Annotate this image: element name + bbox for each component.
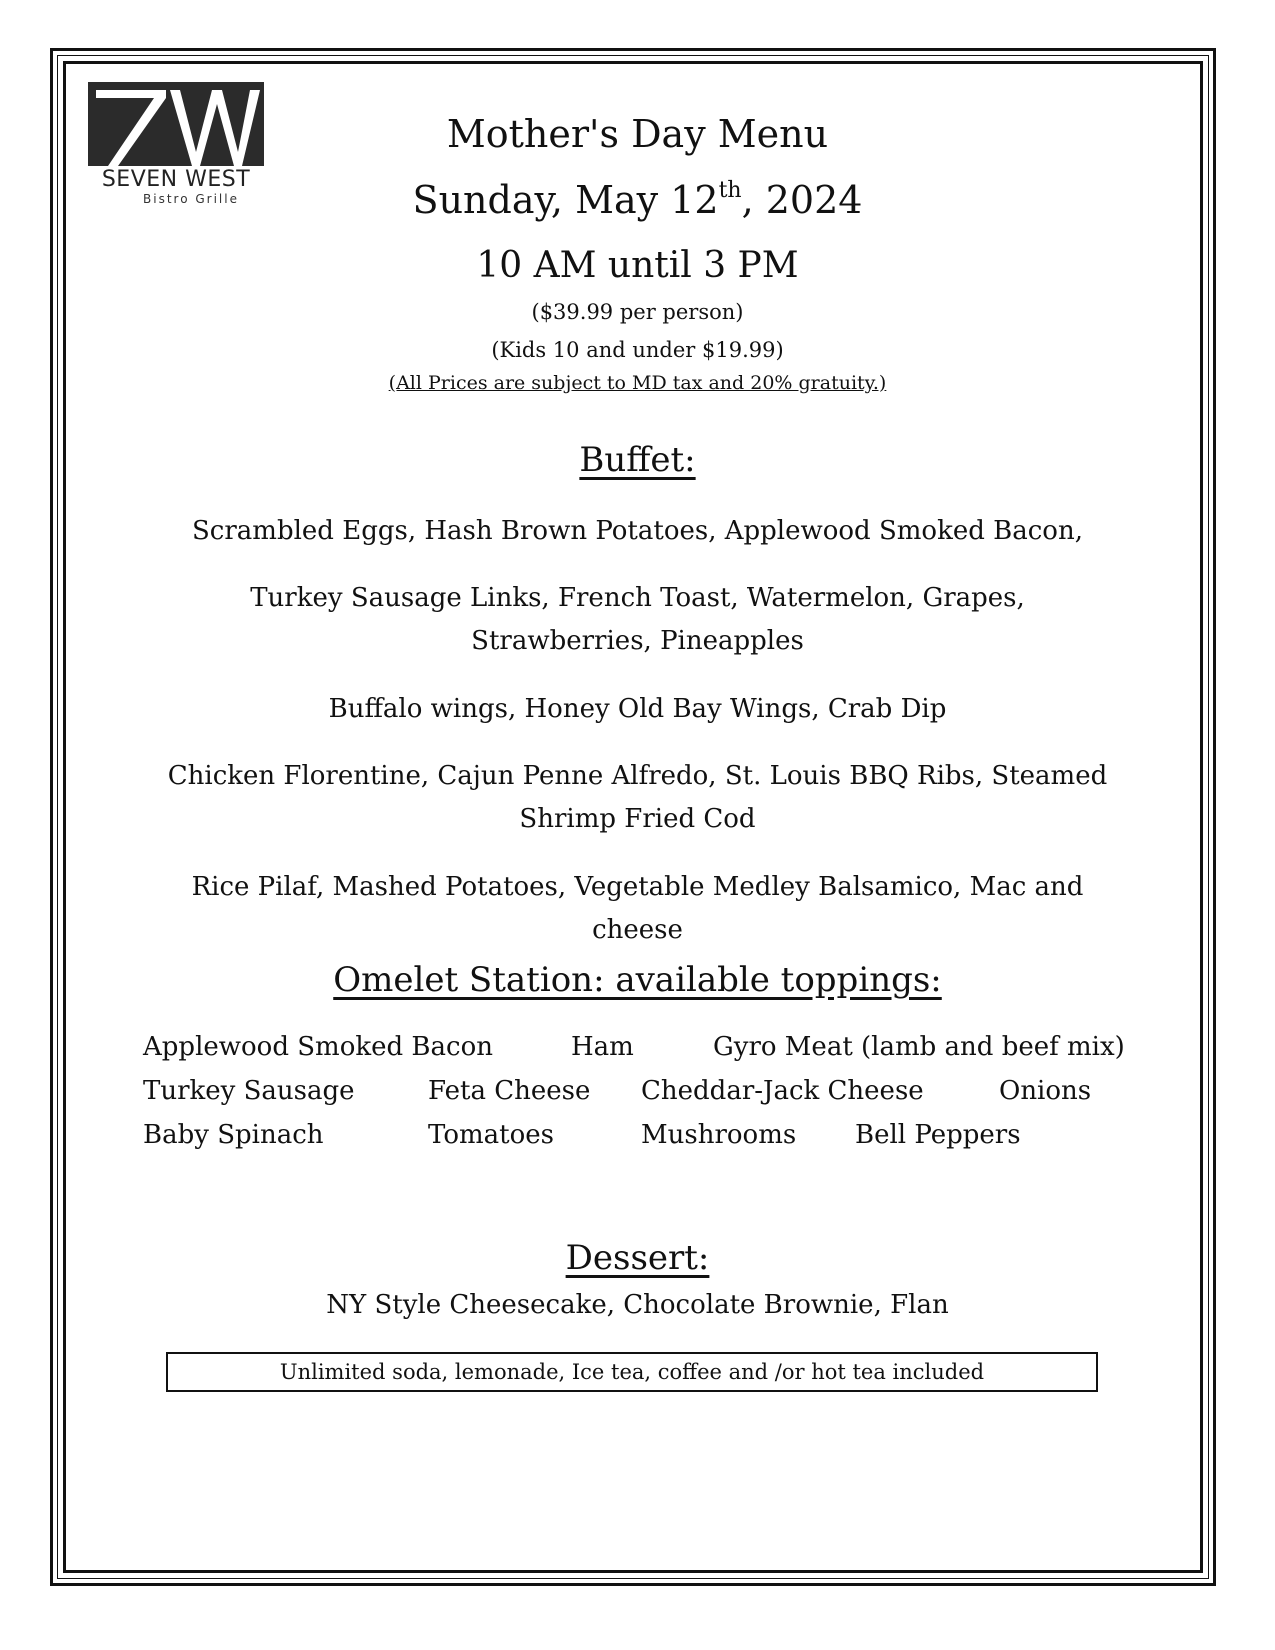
logo-subtitle: Bistro Grille [143, 192, 239, 206]
buffet-line: Rice Pilaf, Mashed Potatoes, Vegetable Medley Balsamico, Mac and cheese [191, 872, 1084, 945]
date-main: Sunday, May 12 [412, 178, 719, 222]
tax-note: (All Prices are subject to MD tax and 20% gratuity.) [388, 372, 887, 394]
date-year: , 2024 [741, 178, 863, 222]
topping-item: Tomatoes [428, 1120, 554, 1150]
topping-row [143, 1032, 1125, 1076]
buffet-line: Buffalo wings, Honey Old Bay Wings, Crab Dip [328, 694, 947, 724]
date-suffix: th [718, 178, 742, 203]
drinks-box [166, 1352, 1098, 1392]
drinks-text: Unlimited soda, lemonade, Ice tea, coffee and /or hot tea included [279, 1360, 985, 1384]
topping-item: Baby Spinach [143, 1120, 324, 1150]
topping-item: Gyro Meat (lamb and beef mix) [713, 1032, 1125, 1062]
topping-item: Turkey Sausage [143, 1076, 355, 1106]
topping-row [143, 1076, 1103, 1120]
buffet-line: Scrambled Eggs, Hash Brown Potatoes, Applewood Smoked Bacon, [192, 516, 1083, 546]
logo-name: SEVEN WEST [101, 167, 251, 192]
topping-row [143, 1120, 1103, 1164]
buffet-heading: Buffet: [579, 440, 696, 480]
topping-item: Cheddar-Jack Cheese [641, 1076, 924, 1106]
dessert-items: NY Style Cheesecake, Chocolate Brownie, Flan [326, 1290, 949, 1320]
kids-price: (Kids 10 and under $19.99) [491, 338, 784, 362]
omelet-heading: Omelet Station: available toppings: [333, 960, 942, 1000]
topping-item: Onions [999, 1076, 1092, 1106]
buffet-line: Turkey Sausage Links, French Toast, Watermelon, Grapes, Strawberries, Pineapples [250, 583, 1025, 656]
topping-item: Mushrooms [641, 1120, 797, 1150]
topping-item: Feta Cheese [428, 1076, 591, 1106]
menu-title: Mother's Day Menu [446, 112, 829, 156]
topping-item: Ham [571, 1032, 634, 1062]
omelet-toppings [143, 1032, 1125, 1164]
menu-hours: 10 AM until 3 PM [476, 245, 799, 286]
topping-item: Bell Peppers [855, 1120, 1021, 1150]
topping-item: Applewood Smoked Bacon [143, 1032, 493, 1062]
dessert-heading: Dessert: [565, 1238, 710, 1278]
adult-price: ($39.99 per person) [531, 300, 744, 324]
menu-date [0, 178, 1275, 222]
buffet-line: Chicken Florentine, Cajun Penne Alfredo, St. Louis BBQ Ribs, Steamed Shrimp Fried Cod [167, 761, 1108, 834]
